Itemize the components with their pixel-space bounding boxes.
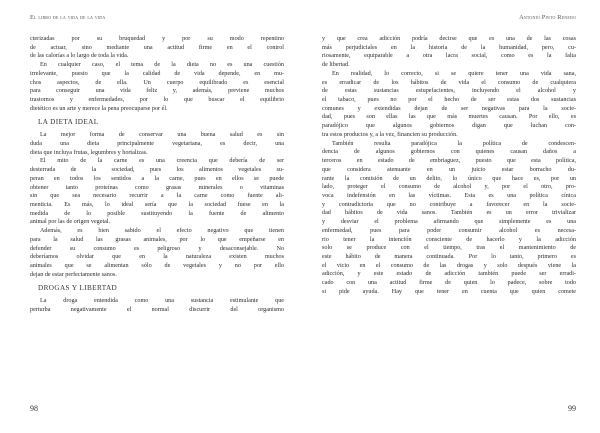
text-line: terceros en estado de embriaguez, puesto que esta política, (322, 158, 576, 165)
text-line: El mito de la carne es una creencia que debería de ser (40, 158, 284, 165)
right-page (300, 0, 600, 433)
text-line: menticia. Es más, lo ideal sería que la sociedad fuese en la (30, 201, 284, 208)
text-line: rio tener la intención consciente de hacerlo y la adicción (322, 236, 576, 243)
running-head-right: Antonio Pinto Renedo (519, 14, 576, 21)
text-line: dad hábitos de vida sanos. También es un error trivializar (322, 210, 576, 217)
text-line: voca indefensión en las víctimas. Esta es una política cínica (322, 192, 576, 199)
text-line: La droga entendida como una sustancia estimulante que (40, 298, 284, 305)
text-line: cterizadas por su bruquedad y por su modo repentino (30, 36, 284, 42)
text-line: duda una dieta principalmente vegetariana, es decir, una (30, 140, 284, 147)
left-body-text (30, 35, 284, 315)
section-heading: DROGAS Y LIBERTAD (38, 284, 118, 293)
right-body-text (322, 35, 576, 297)
page-number-left: 98 (30, 404, 38, 413)
text-line: enfermedad, pues para poder consumir alcohol es necesa- (322, 227, 576, 234)
text-line: medida de lo posible sustituyendo la fuente de alimento (30, 210, 284, 217)
text-line: si pide ayuda. Hay que tener en cuenta que quien comete (322, 288, 576, 295)
text-line: riosamente, equiparable a otra lacra social, como es la falta (322, 53, 576, 60)
text-line: y contradictoria que no contribuye a favorecer en la socie- (322, 201, 576, 208)
text-line: desterrada de la sociedad, pues los alimentos vegetales su- (30, 167, 284, 174)
text-line: trastornos y enfermedades, por lo que buscar el equilibrio (30, 97, 284, 104)
text-line: solo se produce con el tiempo, tras el mantenimiento de (322, 245, 576, 252)
text-line: dieta que incluya frutas, legumbres y hortalizas. (30, 149, 148, 156)
text-line: También resulta paradójica la política de condescen- (332, 140, 576, 147)
text-line: rante la comisión de un delito, lo único que hace es, por un (322, 175, 576, 182)
text-line: que considera atenuante en un juicio estar borracho du- (322, 166, 576, 173)
text-line: y que crea adicción podría decirse que es una de las cosas (322, 36, 576, 42)
text-line: En cualquier caso, el tema de la dieta no es una cuestión (40, 62, 284, 69)
text-line: defender su consumo es peligroso y desaconsejable. No (30, 245, 284, 252)
text-line: peran en todos los sentidos a la carne, pues en ellos se puede (30, 175, 284, 182)
text-line: es erradicar de los hábitos de vida el consumo de cualquiera (322, 79, 576, 86)
text-line: La mejor forma de conservar una buena salud es sin (40, 132, 284, 139)
text-line: Además, es bien sabido el efecto negativo que tienen (40, 228, 284, 235)
text-line: deberíamos olvidar que en la naturaleza existen muchos (30, 254, 284, 261)
text-line: para conseguir una vida feliz y, además, previene muchos (30, 88, 284, 95)
text-line: de las calorías a lo largo de toda la vida. (30, 53, 129, 60)
text-line: de estas sustancias estupefacientes, incluyendo el alcohol y (322, 88, 576, 95)
text-line: chos aspectos, de ella. Un cuerpo equilibrado es esencial (30, 79, 284, 86)
text-line: irrelevante, puesto que la calidad de vida depende, en mu- (30, 70, 284, 77)
text-line: sin que sea necesario recurrir a la carne como fuente ali- (30, 193, 284, 200)
text-line: dejan de estar perfectamente sanos. (30, 271, 117, 278)
text-line: comunes y extendidas dejan de ser negativas para la socie- (322, 105, 576, 112)
text-line: dad, pues son ellas las que más muertes causan. Por ello, es (322, 114, 576, 121)
text-line: de actuar, sino mediante una actitud firme en el control (30, 44, 284, 51)
text-line: dencia de algunos gobiernos con quienes causan daños a (322, 149, 576, 156)
text-line: el tabaco, pues no por el hecho de ser estas dos sustancias (322, 97, 576, 104)
text-line: paradójico que algunos gobiernos digan que luchan con- (322, 123, 576, 130)
text-line: lado, proteger el consumo de alcohol y, por el otro, pro- (322, 184, 576, 191)
text-line: En realidad, lo correcto, si se quiere tener una vida sana, (332, 70, 576, 77)
text-line: adicción, y este estado de adicción también puede ser erradi- (322, 271, 576, 278)
text-line: y desviar el problema afirmando que simplemente es una (322, 219, 576, 226)
text-line: para la salud las grasas animales, por lo que empeñarse en (30, 236, 284, 243)
text-line: este hábito de manera continuada. Por lo tanto, primero es (322, 253, 576, 260)
text-line: más perjudiciales en la historia de la humanidad, pero, cu- (322, 44, 576, 51)
text-line: animal por las de origen vegetal. (30, 219, 111, 226)
text-line: animales que se alimentan sólo de vegetales y no por ello (30, 262, 284, 269)
text-line: dietético es un arte y merece la pena preocuparse por él. (30, 105, 168, 112)
text-line: el vicio en el consumo de las drogas y solo después viene la (322, 262, 576, 269)
page-number-right: 99 (568, 404, 576, 413)
text-line: tra estos productos y, a la vez, financien su producción. (322, 131, 458, 138)
text-line: perturba negativamente el normal discurrir del organismo (30, 306, 284, 313)
text-line: obtener tanto proteínas como grasas minerales o vitaminas (30, 184, 284, 191)
section-heading: LA DIETA IDEAL (38, 118, 99, 127)
running-head-left: El libro de la vida de la vida (30, 14, 106, 21)
text-line: de libertad. (322, 62, 350, 69)
text-line: cado con una actitud firme de quien lo padece, sobre todo (322, 280, 576, 287)
